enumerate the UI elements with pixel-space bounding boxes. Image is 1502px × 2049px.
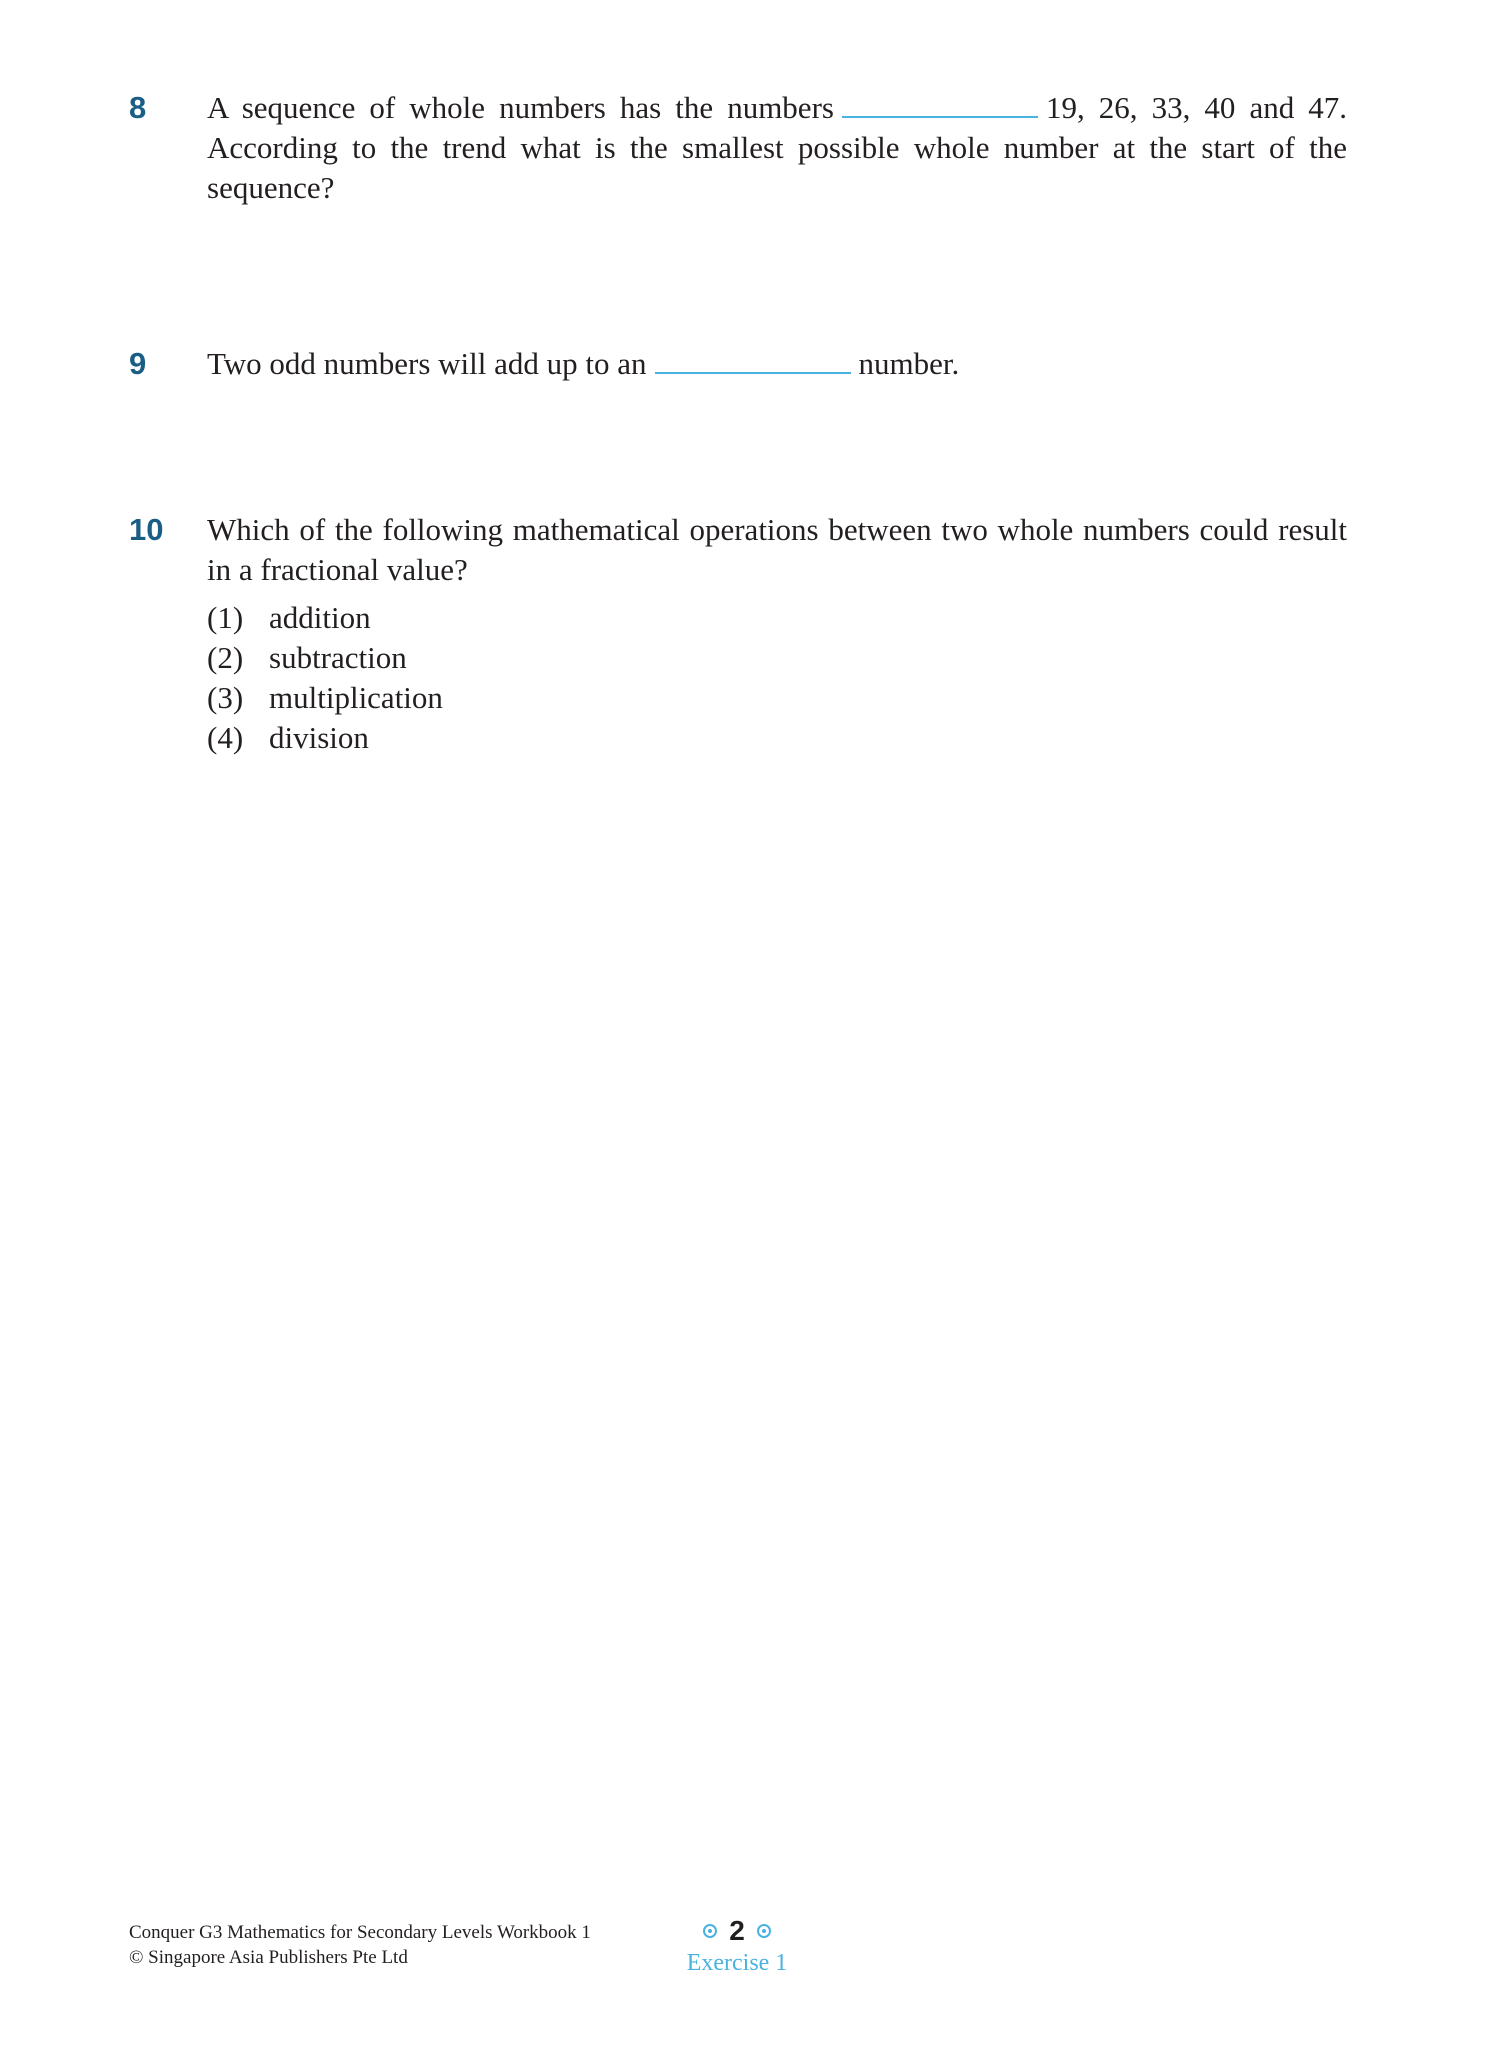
question-body — [207, 344, 1347, 384]
question-body — [207, 88, 1347, 208]
option-text: multiplication — [269, 680, 443, 715]
option-text: addition — [269, 600, 371, 635]
option-label: (2) — [207, 640, 244, 675]
page-number-line — [682, 1914, 792, 1948]
question-text-after-blank: number. — [858, 346, 960, 381]
option-label: (4) — [207, 720, 244, 755]
question-text — [207, 88, 1347, 208]
option-3[interactable] — [207, 678, 1347, 718]
circle-dot-icon — [703, 1924, 717, 1938]
page-number: 2 — [729, 1915, 745, 1946]
footer-credits — [129, 1920, 591, 1970]
option-label: (1) — [207, 600, 244, 635]
copyright-notice: © Singapore Asia Publishers Pte Ltd — [129, 1947, 408, 1968]
answer-blank[interactable] — [655, 346, 851, 374]
circle-dot-icon — [757, 1924, 771, 1938]
option-4[interactable] — [207, 718, 1347, 758]
option-1[interactable] — [207, 598, 1347, 638]
question-body — [207, 510, 1347, 758]
option-2[interactable] — [207, 638, 1347, 678]
section-label: Exercise 1 — [686, 1950, 788, 1976]
option-label: (3) — [207, 680, 244, 715]
question-number: 10 — [129, 512, 164, 547]
question-text — [207, 344, 1347, 384]
option-text: division — [269, 720, 369, 755]
question-number: 9 — [129, 346, 147, 381]
question-text: Which of the following mathematical operations between two whole numbers could result in a fractional value? — [207, 512, 1347, 587]
option-list — [207, 598, 1347, 758]
option-text: subtraction — [269, 640, 407, 675]
question-text-before-blank: A sequence of whole numbers has the numbers — [207, 90, 834, 125]
question-text-after-blank: 19, 26, 33, 40 and 47. According to the trend what is the smallest possible whole number at the start of the sequence? — [207, 90, 1348, 205]
page-marker — [682, 1914, 792, 1978]
question-number: 8 — [129, 90, 147, 125]
book-title: Conquer G3 Mathematics for Secondary Levels Workbook 1 — [129, 1922, 591, 1943]
question-text-before-blank: Two odd numbers will add up to an — [207, 346, 647, 381]
answer-blank[interactable] — [842, 90, 1038, 118]
